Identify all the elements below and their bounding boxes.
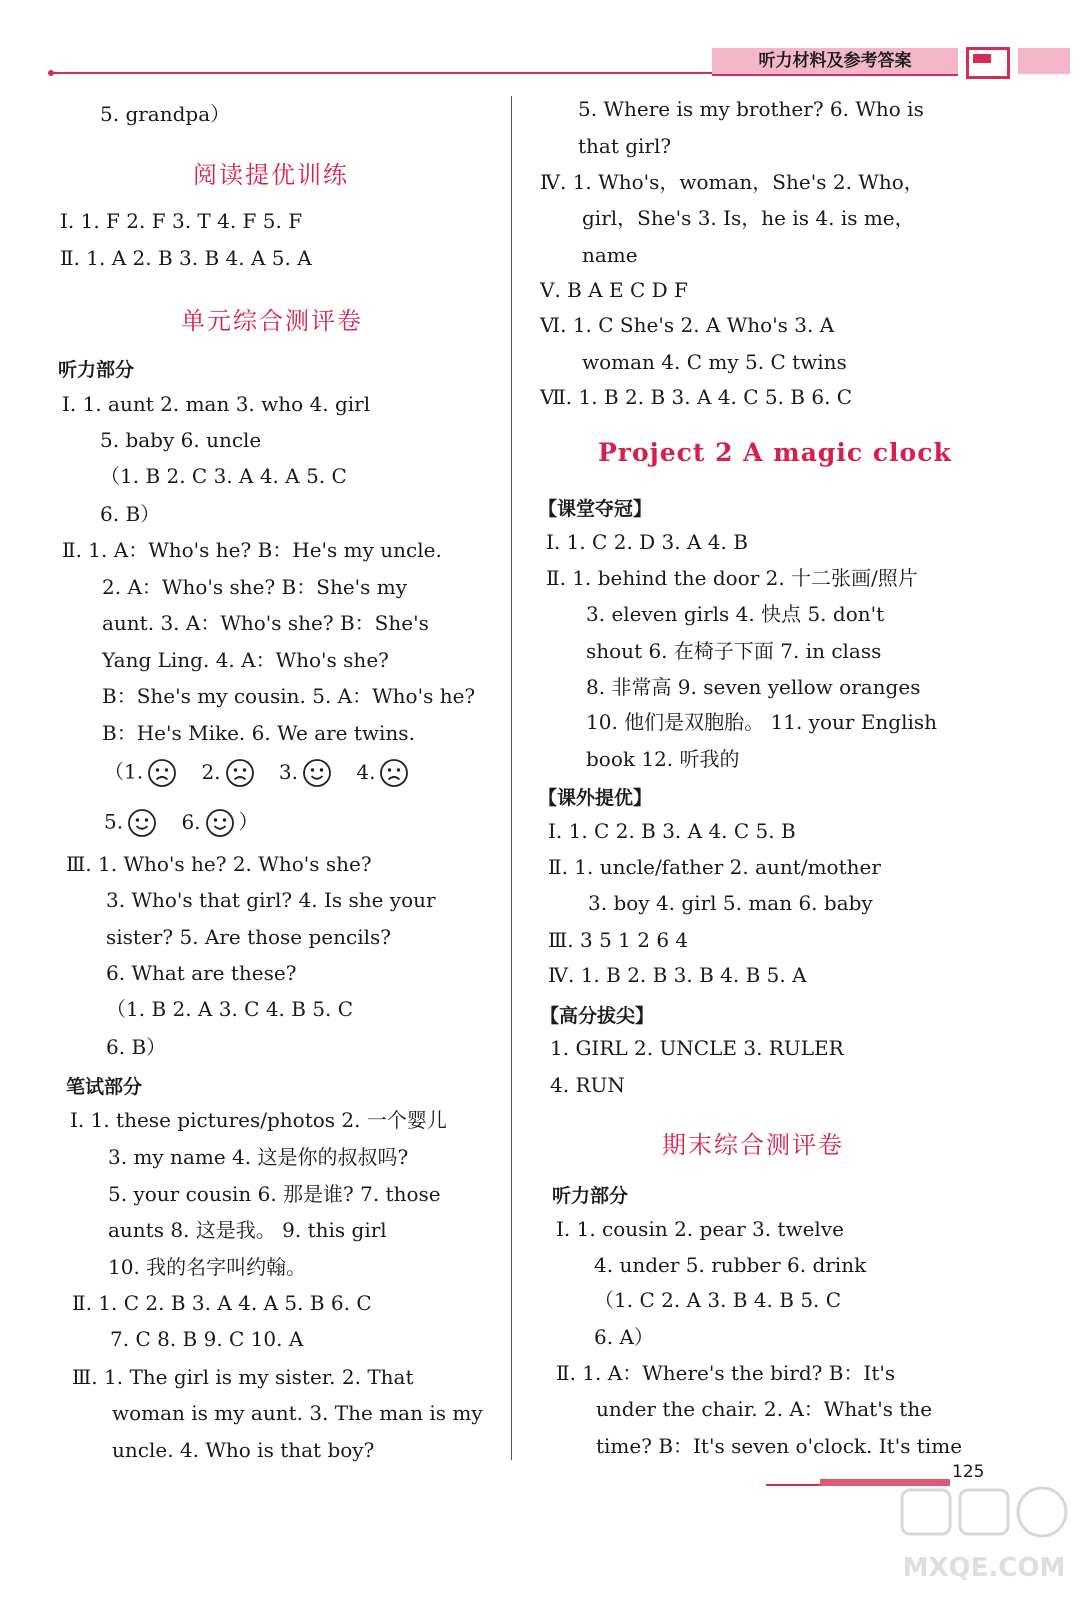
answer-line: 6. B）: [106, 1035, 167, 1059]
header-rule: [52, 72, 714, 74]
answer-line: shout 6. 在椅子下面 7. in class: [586, 639, 882, 663]
answer-line: 5. grandpa）: [100, 102, 231, 126]
answer-line: aunt. 3. A：Who's she? B：She's: [102, 611, 429, 635]
header-band: [1018, 48, 1070, 74]
answer-line: Ⅱ. 1. A：Where's the bird? B：It's: [556, 1361, 896, 1385]
face-label: 3.: [278, 759, 298, 784]
happy-face-icon: [302, 758, 332, 788]
section-title-project2: Project 2 A magic clock: [598, 438, 952, 467]
face-answer-row: [104, 758, 413, 788]
answer-line: 10. 他们是双胞胎。 11. your English: [586, 710, 938, 734]
answer-line: Ⅰ. 1. C 2. B 3. A 4. C 5. B: [548, 819, 796, 843]
answer-line: Ⅱ. 1. uncle/father 2. aunt/mother: [548, 855, 881, 879]
answer-line: Ⅴ. B A E C D F: [540, 278, 688, 302]
watermark-logo: [896, 1480, 1072, 1590]
answer-line: Ⅵ. 1. C She's 2. A Who's 3. A: [540, 313, 835, 337]
answer-line: 6. A）: [594, 1325, 654, 1349]
subheading-advanced: 【高分拔尖】: [540, 1005, 655, 1027]
answer-line: 5. your cousin 6. 那是谁? 7. those: [108, 1182, 441, 1206]
answer-line: 3. my name 4. 这是你的叔叔吗?: [108, 1145, 409, 1169]
subheading-written: 笔试部分: [66, 1076, 143, 1098]
answer-line: aunts 8. 这是我。 9. this girl: [108, 1218, 387, 1242]
face-label: （1.: [104, 759, 144, 784]
answer-line: Ⅲ. 1. Who's he? 2. Who's she?: [66, 852, 372, 876]
face-label: 2.: [201, 759, 221, 784]
answer-line: Ⅲ. 3 5 1 2 6 4: [548, 928, 689, 952]
answer-line: book 12. 听我的: [586, 747, 740, 771]
section-title-unit-test: 单元综合测评卷: [181, 307, 363, 335]
answer-line: woman is my aunt. 3. The man is my: [112, 1401, 483, 1425]
answer-line: name: [582, 243, 638, 267]
sad-face-icon: [147, 758, 177, 788]
subheading-listening: 听力部分: [58, 359, 135, 381]
sad-face-icon: [225, 758, 255, 788]
answer-line: Ⅰ. 1. F 2. F 3. T 4. F 5. F: [60, 209, 303, 233]
answer-line: girl，She's 3. Is，he is 4. is me，: [582, 206, 915, 230]
answer-line: 3. Who's that girl? 4. Is she your: [106, 888, 436, 912]
answer-line: Yang Ling. 4. A：Who's she?: [102, 648, 389, 672]
subheading-class: 【课堂夺冠】: [538, 498, 653, 520]
answer-line: Ⅰ. 1. cousin 2. pear 3. twelve: [556, 1217, 844, 1241]
answer-line: B：She's my cousin. 5. A：Who's he?: [102, 684, 476, 708]
answer-line: Ⅰ. 1. C 2. D 3. A 4. B: [546, 530, 748, 554]
section-header-label: 听力材料及参考答案: [712, 48, 958, 76]
answer-line: under the chair. 2. A：What's the: [596, 1397, 933, 1421]
section-title-reading: 阅读提优训练: [193, 161, 349, 189]
face-label: 6.: [181, 809, 201, 834]
answer-line: 7. C 8. B 9. C 10. A: [110, 1327, 304, 1351]
answer-line: 1. GIRL 2. UNCLE 3. RULER: [550, 1036, 844, 1060]
answer-line: B：He's Mike. 6. We are twins.: [102, 721, 415, 745]
header-corner-mark: [966, 47, 1010, 79]
column-divider: [511, 96, 512, 1460]
answer-line: Ⅶ. 1. B 2. B 3. A 4. C 5. B 6. C: [540, 385, 853, 409]
answer-line: time? B：It's seven o'clock. It's time: [596, 1434, 963, 1458]
subheading-extra: 【课外提优】: [538, 787, 653, 809]
answer-line: Ⅱ. 1. A 2. B 3. B 4. A 5. A: [60, 246, 312, 270]
face-answer-row: [104, 808, 259, 838]
answer-line: Ⅲ. 1. The girl is my sister. 2. That: [72, 1365, 414, 1389]
answer-line: woman 4. C my 5. C twins: [582, 350, 847, 374]
face-label: 5.: [104, 809, 124, 834]
answer-line: 5. baby 6. uncle: [100, 428, 262, 452]
answer-line: uncle. 4. Who is that boy?: [112, 1438, 375, 1462]
answer-line: sister? 5. Are those pencils?: [106, 925, 391, 949]
answer-line: Ⅱ. 1. A：Who's he? B：He's my uncle.: [62, 538, 442, 562]
answer-line: 6. What are these?: [106, 961, 297, 985]
face-row-close: ）: [238, 809, 259, 834]
answer-line: （1. C 2. A 3. B 4. B 5. C: [594, 1288, 842, 1312]
answer-line: that girl?: [578, 134, 672, 158]
section-title-final-test: 期末综合测评卷: [662, 1131, 844, 1159]
answer-line: Ⅱ. 1. C 2. B 3. A 4. A 5. B 6. C: [72, 1291, 372, 1315]
page-number: 125: [952, 1462, 985, 1482]
answer-line: Ⅰ. 1. aunt 2. man 3. who 4. girl: [62, 392, 371, 416]
happy-face-icon: [205, 808, 235, 838]
answer-line: 3. boy 4. girl 5. man 6. baby: [588, 891, 873, 915]
answer-line: Ⅱ. 1. behind the door 2. 十二张画/照片: [546, 566, 918, 590]
answer-line: 5. Where is my brother? 6. Who is: [578, 97, 924, 121]
answer-line: （1. B 2. A 3. C 4. B 5. C: [106, 997, 354, 1021]
answer-line: 2. A：Who's she? B：She's my: [102, 575, 408, 599]
answer-line: 4. under 5. rubber 6. drink: [594, 1253, 867, 1277]
answer-line: 6. B）: [100, 502, 161, 526]
answer-line: 10. 我的名字叫约翰。: [108, 1255, 307, 1279]
answer-line: 8. 非常高 9. seven yellow oranges: [586, 675, 921, 699]
answer-line: Ⅳ. 1. Who's，woman，She's 2. Who，: [540, 170, 924, 194]
answer-line: 4. RUN: [550, 1073, 625, 1097]
answer-line: （1. B 2. C 3. A 4. A 5. C: [100, 464, 347, 488]
answer-line: Ⅳ. 1. B 2. B 3. B 4. B 5. A: [548, 963, 807, 987]
subheading-listening: 听力部分: [552, 1185, 629, 1207]
answer-line: Ⅰ. 1. these pictures/photos 2. 一个婴儿: [70, 1108, 447, 1132]
happy-face-icon: [127, 808, 157, 838]
watermark-text: MXQE.COM: [902, 1553, 1066, 1583]
sad-face-icon: [379, 758, 409, 788]
face-label: 4.: [356, 759, 376, 784]
answer-line: 3. eleven girls 4. 快点 5. don't: [586, 602, 885, 626]
